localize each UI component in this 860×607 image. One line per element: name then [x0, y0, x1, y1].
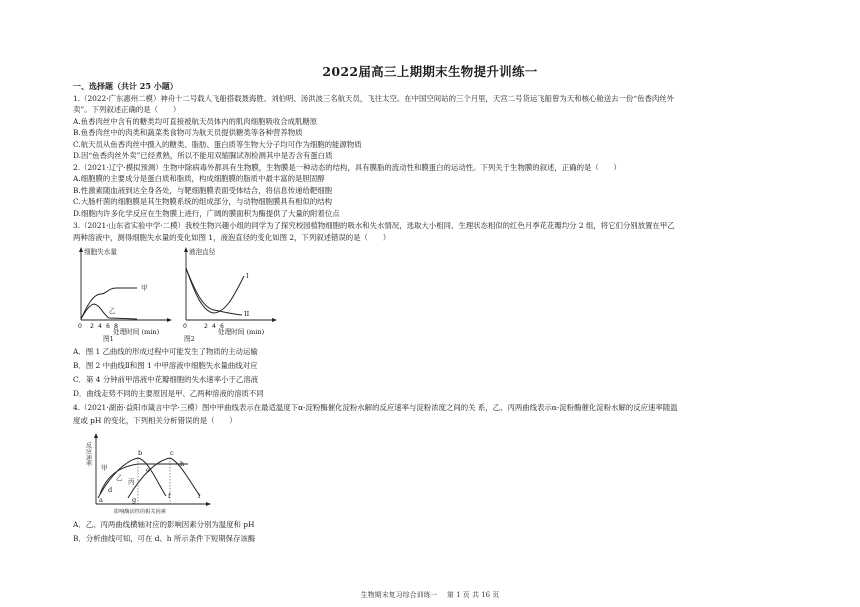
fig2-y-arrow [184, 247, 188, 252]
fig2-caption: 图2 [184, 335, 195, 343]
q3-figure-1 [73, 246, 173, 342]
q4fig-label-bing: 丙 [128, 478, 135, 486]
q1-option-a: A.鱼香肉丝中含有的糖类均可直接被航天员体内的肌肉细胞吸收合成肌糖原 [73, 117, 318, 126]
q1-stem-line-1: 1.（2022·广东惠州二模）神舟十二号载人飞船搭载聂海胜、刘伯明、汤洪波三名航天员，飞往太空。在中国空间站的三个月里，天宫二号货运飞船曾为天和核心舱送去一份“鱼香肉丝外 [73, 94, 675, 103]
q3-stem-line-1: 3.（2021·山东省实验中学·二模）我校生物兴趣小组的同学为了探究校园植物细胞的吸水和失水情况，选取大小相同、生理状态相似的红色月季花花瓣均分 2 组，将它们分别放置在甲乙 [73, 221, 675, 230]
page-footer: 生物期末复习综合训练一 第 1 页 共 16 页 [360, 591, 500, 599]
fig1-ylabel: 细胞失水量 [84, 248, 117, 256]
fig1-tick-6: 6 [106, 323, 110, 330]
page-title: 2022届高三上期期末生物提升训练一 [322, 64, 538, 79]
fig2-tick-4: 4 [212, 323, 216, 330]
fig2-tick-2: 2 [204, 323, 208, 330]
q4fig-ylabel: 反应速率 [84, 442, 92, 467]
q3-option-d: D．曲线走势不同的主要原因是甲、乙两种溶液的溶质不同 [73, 389, 264, 398]
q2-option-a: A.细胞膜的主要成分是蛋白质和脂质，构成细胞膜的脂质中最丰富的是胆固醇 [73, 174, 325, 183]
q1-option-c: C.航天员从鱼香肉丝中摄入的糖类、脂肪、蛋白质等生物大分子均可作为细胞的能源物质 [73, 140, 362, 149]
q4fig-point-f: f [168, 492, 171, 500]
fig2-label-1: I [246, 272, 249, 280]
q4-option-b: B．分析曲线可知，可在 d、h 所示条件下短期保存该酶 [73, 534, 256, 543]
fig2-tick-6: 6 [220, 323, 224, 330]
q4fig-point-a: a [99, 496, 103, 504]
q4fig-point-c: c [170, 449, 174, 457]
q1-option-b: B.鱼香肉丝中的肉类和蔬菜类食物可为航天员提供糖类等各种营养物质 [73, 128, 303, 137]
q4fig-label-jia: 甲 [101, 464, 108, 472]
q3-option-c: C．第 4 分钟前甲溶液中花瓣细胞的失水速率小于乙溶液 [73, 375, 259, 384]
fig2-label-2: II [244, 310, 250, 318]
q4fig-xlabel: 影响酶活性的相关因素 [114, 509, 166, 515]
fig1-tick-4: 4 [98, 323, 102, 330]
q1-option-d: D.因“鱼香肉丝外卖”已经煮熟，所以不能用双缩脲试剂检测其中是否含有蛋白质 [73, 151, 333, 160]
fig2-curve-2 [186, 268, 242, 315]
fig2-tick-0: 0 [183, 323, 187, 330]
fig1-label-jia: 甲 [141, 284, 148, 292]
fig1-tick-8: 8 [114, 323, 118, 330]
fig1-label-yi: 乙 [109, 307, 116, 315]
q4fig-point-i: i [198, 492, 201, 500]
q3-option-b: B．图 2 中曲线Ⅱ和图 1 中甲溶液中细胞失水量曲线对应 [73, 361, 258, 370]
q4fig-point-d: d [108, 486, 113, 494]
q4-option-a: A．乙、丙两曲线横轴对应的影响因素分别为温度和 pH [73, 520, 255, 529]
q3-option-a: A．图 1 乙曲线的形成过程中可能发生了物质的主动运输 [73, 347, 258, 356]
q4fig-label-yi: 乙 [116, 474, 123, 482]
q4-figure [84, 432, 228, 516]
fig2-x-arrow [272, 318, 277, 322]
section-heading: 一、选择题（共计 25 小题） [73, 81, 178, 91]
fig1-tick-2: 2 [90, 323, 94, 330]
fig1-caption: 图1 [103, 335, 114, 343]
q4fig-point-h: h [180, 460, 185, 468]
q4-stem-line-1: 4.（2021·湖南·益阳市箴言中学·三模）图中甲曲线表示在最适温度下α-淀粉酶催化淀粉水解的反应速率与淀粉浓度之间的关 系，乙、丙两曲线表示α-淀粉酶催化淀粉水解的反应速率随温 [73, 403, 678, 412]
q1-stem-line-2: 卖”。下列叙述正确的是（ ） [73, 105, 181, 114]
fig2-xlabel: 处理时间 (min) [218, 328, 265, 336]
fig1-tick-0: 0 [78, 323, 82, 330]
q4fig-point-e: e [146, 466, 150, 474]
q4fig-curve-jia [100, 464, 188, 494]
q3-figure-2 [178, 246, 278, 342]
q4-stem-line-2: 度或 pH 的变化，下列相关分析错误的是（ ） [73, 416, 237, 425]
fig2-ylabel: 液泡直径 [189, 248, 216, 256]
q4fig-y-arrow [94, 433, 98, 438]
fig2-curve-1 [186, 268, 244, 313]
q3-stem-line-2: 两种溶液中，测得细胞失水量的变化如图 1，液泡直径的变化如图 2，下列叙述错误的是（ ） [73, 233, 391, 242]
q2-stem: 2.（2021·辽宁·模拟预测）生物中除病毒外都具有生物膜，生物膜是一种动态的结构，具有膜脂的流动性和膜蛋白的运动性。下列关于生物膜的叙述，正确的是（ ） [73, 163, 621, 172]
q4fig-point-g: g [132, 496, 137, 504]
fig1-xlabel: 处理时间 (min) [113, 328, 160, 336]
q2-option-b: B.性激素随血液到达全身各处，与靶细胞膜表面受体结合，将信息传递给靶细胞 [73, 186, 333, 195]
q4fig-point-b: b [138, 449, 143, 457]
fig1-x-arrow [167, 318, 172, 322]
q2-option-c: C.大肠杆菌的细胞膜是其生物膜系统的组成部分，与动物细胞膜具有相似的结构 [73, 197, 333, 206]
fig1-y-arrow [79, 247, 83, 252]
q2-option-d: D.细胞内许多化学反应在生物膜上进行，广阔的膜面积为酶提供了大量的附着位点 [73, 209, 340, 218]
q4fig-x-arrow [206, 502, 211, 506]
